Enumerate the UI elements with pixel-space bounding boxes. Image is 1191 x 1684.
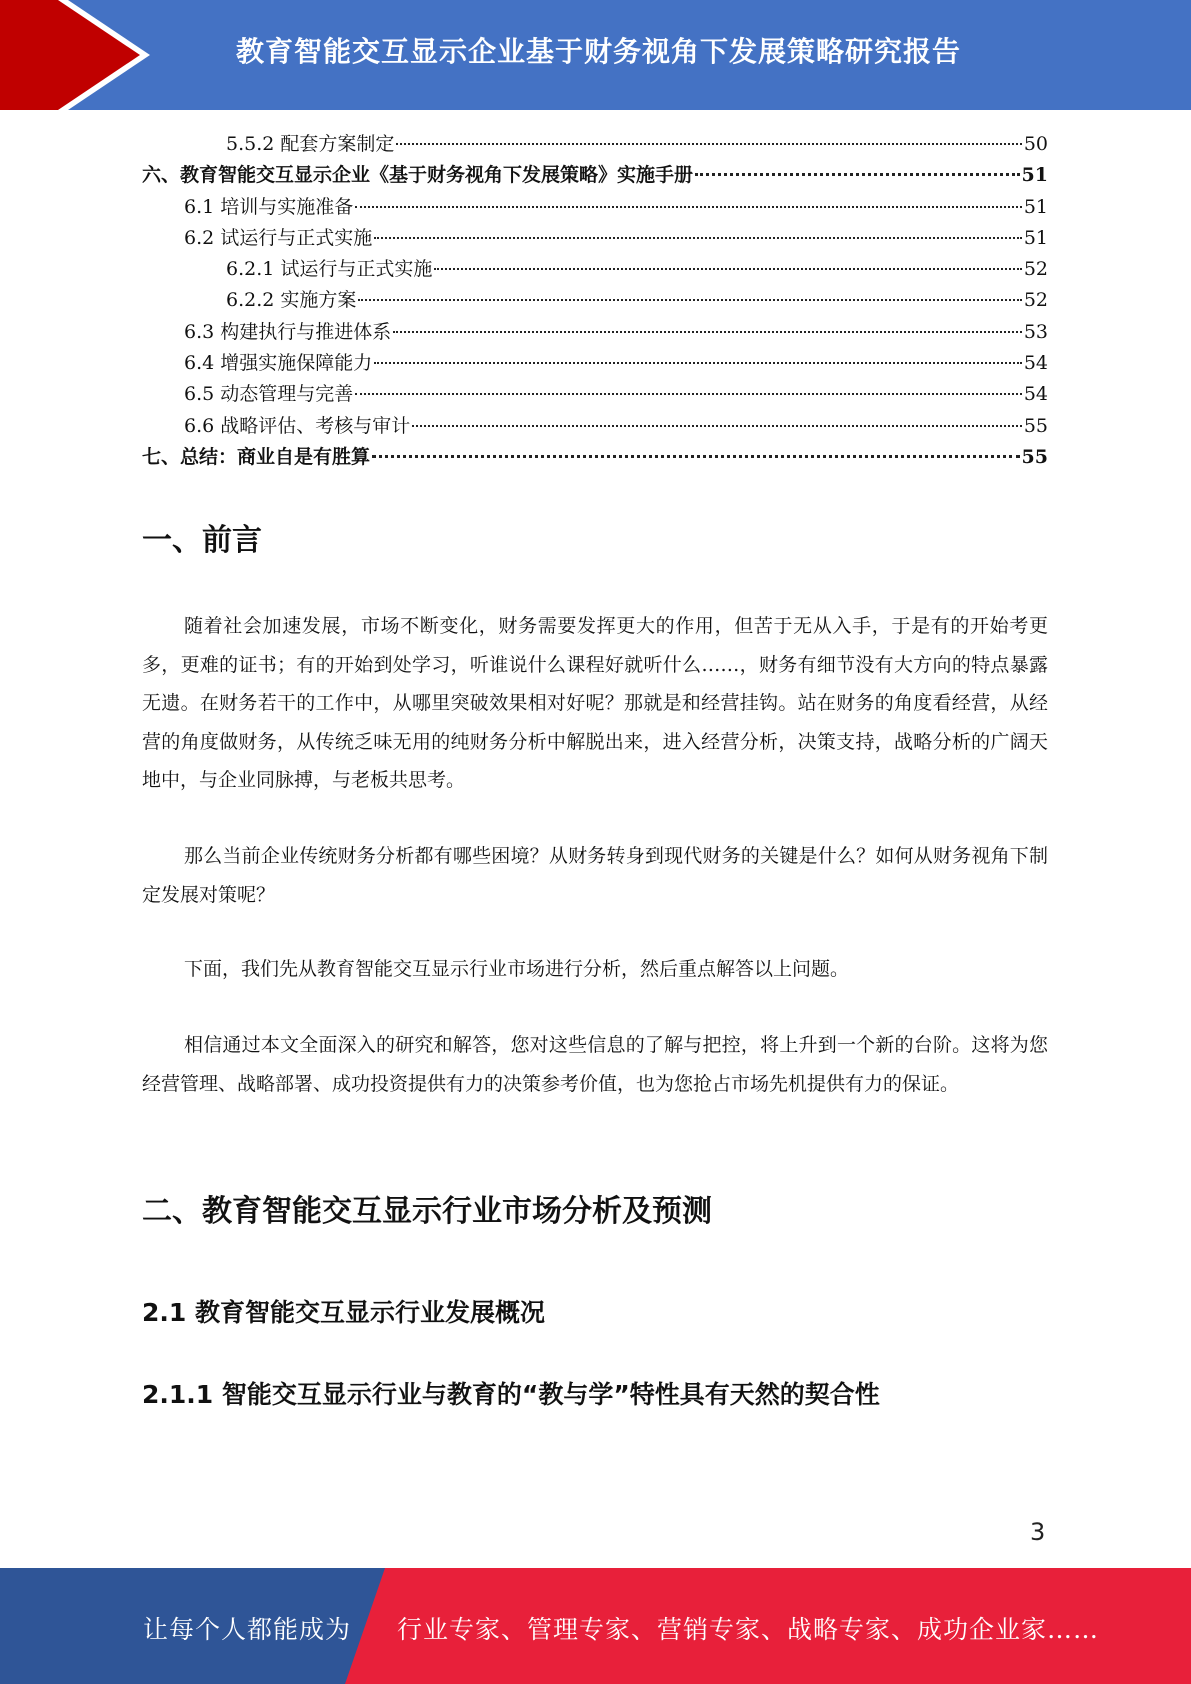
toc-dot-leader [358, 299, 1021, 301]
toc-entry-label: 5.5.2 配套方案制定 [226, 133, 395, 155]
toc-dot-leader [396, 143, 1021, 145]
toc-entry-label: 6.6 战略评估、考核与审计 [184, 414, 411, 437]
preface-paragraph-1: 随着社会加速发展，市场不断变化，财务需要发挥更大的作用，但苦于无从入手，于是有的开始考更多，更难的证书；有的开始到处学习，听谁说什么课程好就听什么……，财务有细节没有大方向的特点暴露无遗。在财务若干的工作中，从哪里突破效果相对好呢？那就是和经营挂钩。站在财务的角度看经营，从经营的角度做财务，从传统乏味无用的纯财务分析中解脱出来，进入经营分析，决策支持，战略分析的广阔天地中，与企业同脉搏，与老板共思考。 [142, 615, 1048, 791]
page-header [0, 0, 1191, 110]
toc-dot-leader [695, 173, 1020, 176]
preface-paragraph-3: 下面，我们先从教育智能交互显示行业市场进行分析，然后重点解答以上问题。 [184, 958, 850, 980]
toc-entry-page: 55 [1021, 445, 1048, 468]
toc-entry-page: 51 [1023, 195, 1048, 218]
toc-entry-label: 6.2.1 试运行与正式实施 [226, 258, 433, 281]
toc-entry-label: 6.2 试运行与正式实施 [184, 226, 373, 249]
toc-dot-leader [374, 237, 1022, 239]
toc-dot-leader [434, 268, 1021, 270]
toc-entry[interactable] [142, 160, 1048, 191]
toc-entry-page: 51 [1023, 226, 1048, 249]
toc-entry-page: 55 [1023, 414, 1048, 437]
toc-entry-label: 6.2.2 实施方案 [226, 289, 357, 312]
toc-entry-label: 七、总结：商业自是有胜算 [142, 445, 371, 468]
toc-entry[interactable] [142, 285, 1048, 316]
table-of-contents [142, 129, 1048, 473]
subsection-heading-overview: 2.1 教育智能交互显示行业发展概况 [142, 1298, 545, 1327]
toc-entry[interactable] [142, 379, 1048, 410]
toc-entry[interactable] [142, 411, 1048, 442]
toc-entry[interactable] [142, 129, 1048, 160]
page-number: 3 [1030, 1518, 1046, 1546]
footer-slogan-left: 让每个人都能成为 [143, 1615, 352, 1644]
toc-entry-page: 54 [1023, 352, 1048, 375]
preface-paragraph-4: 相信通过本文全面深入的研究和解答，您对这些信息的了解与把控，将上升到一个新的台阶。这将为您经营管理、战略部署、成功投资提供有力的决策参考价值，也为您抢占市场先机提供有力的保证。 [142, 1034, 1048, 1095]
toc-entry-page: 50 [1023, 133, 1048, 155]
footer-slogan-right: 行业专家、管理专家、营销专家、战略专家、成功企业家…… [397, 1615, 1100, 1644]
toc-dot-leader [355, 393, 1022, 395]
header-title: 教育智能交互显示企业基于财务视角下发展策略研究报告 [236, 35, 962, 68]
toc-entry-label: 六、教育智能交互显示企业《基于财务视角下发展策略》实施手册 [142, 164, 694, 187]
toc-entry[interactable] [142, 192, 1048, 223]
toc-entry-label: 6.4 增强实施保障能力 [184, 352, 373, 375]
toc-entry-page: 53 [1023, 320, 1048, 343]
toc-entry-page: 52 [1023, 289, 1048, 312]
page-footer [0, 1568, 1191, 1684]
toc-entry-page: 54 [1023, 383, 1048, 406]
section-heading-preface: 一、前言 [142, 523, 262, 558]
toc-dot-leader [374, 362, 1022, 364]
toc-dot-leader [355, 206, 1022, 208]
toc-entry-label: 6.3 构建执行与推进体系 [184, 320, 392, 343]
toc-dot-leader [393, 331, 1022, 333]
toc-entry-label: 6.1 培训与实施准备 [184, 195, 354, 218]
subsubsection-heading-fit: 2.1.1 智能交互显示行业与教育的“教与学”特性具有天然的契合性 [142, 1380, 880, 1409]
section-heading-market-analysis: 二、教育智能交互显示行业市场分析及预测 [142, 1194, 712, 1229]
toc-entry[interactable] [142, 348, 1048, 379]
toc-entry-page: 52 [1023, 258, 1048, 281]
toc-entry-page: 51 [1021, 164, 1048, 187]
toc-dot-leader [412, 425, 1022, 427]
toc-entry[interactable] [142, 442, 1048, 473]
toc-entry[interactable] [142, 317, 1048, 348]
toc-entry[interactable] [142, 254, 1048, 285]
preface-paragraph-2: 那么当前企业传统财务分析都有哪些困境？从财务转身到现代财务的关键是什么？如何从财务视角下制定发展对策呢？ [142, 845, 1048, 906]
toc-entry-label: 6.5 动态管理与完善 [184, 383, 354, 406]
header-arrow-decoration [0, 0, 160, 110]
toc-dot-leader [372, 455, 1020, 458]
toc-entry[interactable] [142, 223, 1048, 254]
